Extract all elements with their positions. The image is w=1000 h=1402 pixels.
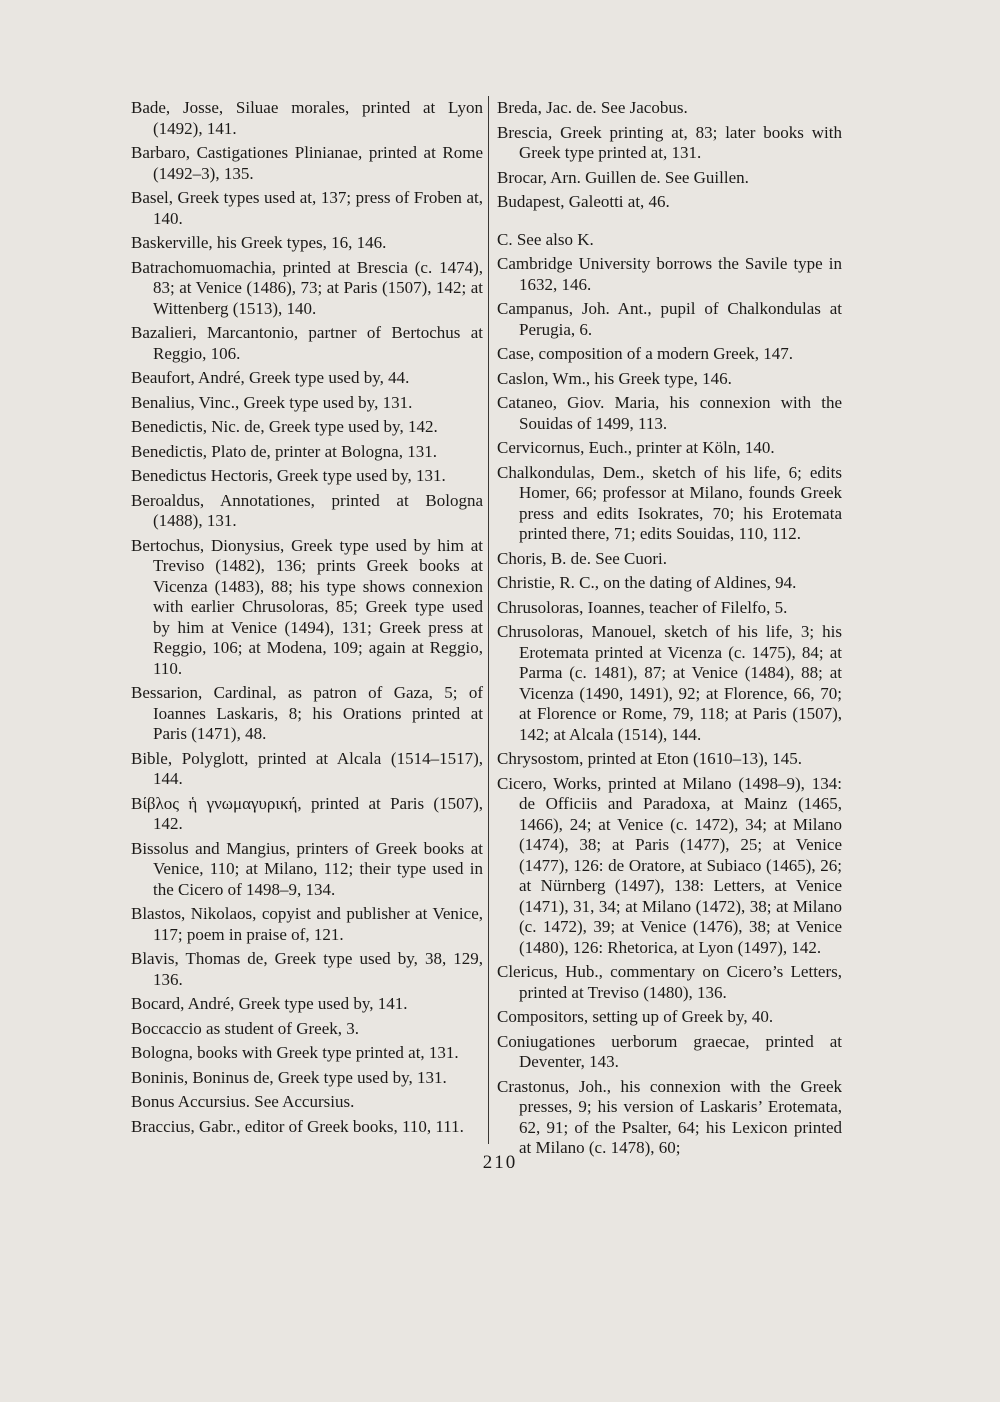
- index-entry: Budapest, Galeotti at, 46.: [497, 192, 670, 211]
- index-entry: Cervicornus, Euch., printer at Köln, 140.: [497, 438, 775, 457]
- index-entry: Caslon, Wm., his Greek type, 146.: [497, 368, 732, 388]
- index-entry: Clericus, Hub., commentary on Cicero’s Letters, printed at Treviso (1480), 136.: [497, 962, 842, 1002]
- index-entry: Braccius, Gabr., editor of Greek books, 110, 111.: [131, 1116, 464, 1136]
- index-entry: Boccaccio as student of Greek, 3.: [131, 1018, 359, 1038]
- index-entry: Cicero, Works, printed at Milano (1498–9), 134: de Officiis and Paradoxa, at Mainz (1465, 1466), 24; at Venice (c. 1472), 34; at Milano (1474), 38; at Paris (1477), 25; at Venice (1477), 126: de Oratore, at Subiaco (1465), 26; at Nürnberg (1497), 138: Letters, at Venice (1471), 31, 34; at Milano (1472), 38; at Milano (c. 1472), 39; at Venice (1476), 38; at Venice (1480), 126: Rhetorica, at Lyon (1497), 142.: [497, 773, 842, 957]
- index-entry: Benedictis, Nic. de, Greek type used by, 142.: [131, 417, 438, 436]
- index-column-right: [497, 98, 842, 1163]
- index-entry: Batrachomuomachia, printed at Brescia (c. 1474), 83; at Venice (1486), 73; at Paris (1507), 142; at Wittenberg (1513), 140.: [131, 257, 483, 318]
- index-entry: Benedictis, Plato de, printer at Bologna, 131.: [131, 441, 437, 461]
- index-entry: Blastos, Nikolaos, copyist and publisher at Venice, 117; poem in praise of, 121.: [131, 904, 483, 944]
- index-entry: Beroaldus, Annotationes, printed at Bologna (1488), 131.: [131, 490, 483, 530]
- index-entry: Choris, B. de. See Cuori.: [497, 548, 667, 568]
- index-entry: Bissolus and Mangius, printers of Greek books at Venice, 110; at Milano, 112; their type used in the Cicero of 1498–9, 134.: [131, 838, 483, 899]
- index-entry: Bazalieri, Marcantonio, partner of Bertochus at Reggio, 106.: [131, 323, 483, 363]
- index-entry: Bade, Josse, Siluae morales, printed at Lyon (1492), 141.: [131, 98, 483, 138]
- index-entry: Benedictus Hectoris, Greek type used by, 131.: [131, 466, 446, 485]
- index-entry: Crastonus, Joh., his connexion with the Greek presses, 9; his version of Laskaris’ Erotemata, 62, 91; of the Psalter, 64; his Lexicon printed at Milano (c. 1478), 60;: [497, 1076, 842, 1157]
- index-entry: Chrusoloras, Manouel, sketch of his life, 3; his Erotemata printed at Vicenza (c. 1475), 84; at Parma (c. 1481), 87; at Venice (1484), 88; at Vicenza (1490, 1491), 92; at Florence, 66, 70; at Florence or Rome, 79, 118; at Paris (1507), 142; at Alcala (1514), 144.: [497, 622, 842, 744]
- index-entry: Basel, Greek types used at, 137; press of Froben at, 140.: [131, 188, 483, 228]
- index-entry: Benalius, Vinc., Greek type used by, 131.: [131, 392, 413, 412]
- section-letter-entry: C. See also K.: [497, 229, 594, 249]
- page-number: 210: [482, 1152, 518, 1173]
- index-entry: Chrusoloras, Ioannes, teacher of Filelfo, 5.: [497, 597, 788, 617]
- index-entry: Bonus Accursius. See Accursius.: [131, 1092, 355, 1111]
- index-entry: Campanus, Joh. Ant., pupil of Chalkondulas at Perugia, 6.: [497, 299, 842, 339]
- index-entry: Bertochus, Dionysius, Greek type used by him at Treviso (1482), 136; prints Greek books at Vicenza (1483), 88; his type shows connexion with earlier Chrusoloras, 85; Greek type used by him at Venice (1494), 131; Greek press at Reggio, 106; at Modena, 109; again at Reggio, 110.: [131, 535, 483, 678]
- index-entry: Barbaro, Castigationes Plinianae, printed at Rome (1492–3), 135.: [131, 143, 483, 183]
- index-entry: Chalkondulas, Dem., sketch of his life, 6; edits Homer, 66; professor at Milano, founds Greek press and edits Isokrates, 70; his Erotemata printed there, 71; edits Souidas, 110, 112.: [497, 462, 842, 543]
- index-entry: Baskerville, his Greek types, 16, 146.: [131, 233, 387, 252]
- index-entry: Case, composition of a modern Greek, 147.: [497, 344, 794, 363]
- index-entry: Boninis, Boninus de, Greek type used by, 131.: [131, 1067, 447, 1087]
- index-entry: Christie, R. C., on the dating of Aldines, 94.: [497, 573, 797, 592]
- index-entry: Beaufort, André, Greek type used by, 44.: [131, 368, 410, 387]
- index-column-left: [131, 98, 483, 1141]
- index-entry: Bessarion, Cardinal, as patron of Gaza, 5; of Ioannes Laskaris, 8; his Orations printed at Paris (1471), 48.: [131, 683, 483, 743]
- index-entry: Breda, Jac. de. See Jacobus.: [497, 98, 688, 117]
- index-entry: Chrysostom, printed at Eton (1610–13), 145.: [497, 749, 803, 768]
- index-entry: Cataneo, Giov. Maria, his connexion with the Souidas of 1499, 113.: [497, 393, 842, 433]
- index-entry: Brescia, Greek printing at, 83; later books with Greek type printed at, 131.: [497, 122, 842, 162]
- index-entry: Cambridge University borrows the Savile type in 1632, 146.: [497, 254, 842, 294]
- index-entry: Bible, Polyglott, printed at Alcala (1514–1517), 144.: [131, 748, 483, 788]
- index-entry: Bocard, André, Greek type used by, 141.: [131, 994, 408, 1013]
- index-entry: Compositors, setting up of Greek by, 40.: [497, 1007, 774, 1026]
- index-entry: Brocar, Arn. Guillen de. See Guillen.: [497, 167, 749, 187]
- index-entry: Bologna, books with Greek type printed at, 131.: [131, 1043, 459, 1062]
- index-entry: Coniugationes uerborum graecae, printed at Deventer, 143.: [497, 1031, 842, 1071]
- index-entry: Blavis, Thomas de, Greek type used by, 38, 129, 136.: [131, 949, 483, 989]
- index-entry: Βίβλος ἡ γνωμαγυρική, printed at Paris (1507), 142.: [131, 793, 483, 833]
- column-divider: [488, 96, 489, 1144]
